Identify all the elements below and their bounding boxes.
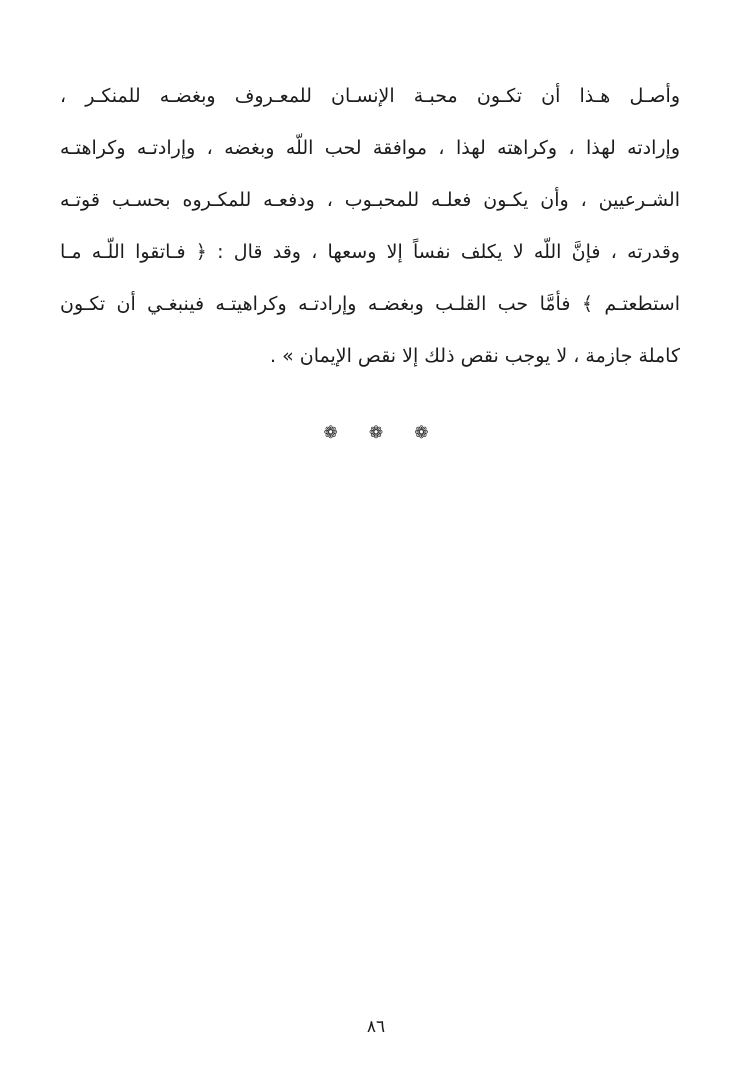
text-line-2: وإرادته لهذا ، وكراهته لهذا ، موافقة لحب اللّه وبغضه ، وإرادتـه وكراهتـه (60, 137, 680, 159)
flower-ornament-icon: ❁ (414, 423, 429, 443)
page-number: ٨٦ (366, 1017, 386, 1037)
text-line-4: وقدرته ، فإنَّ اللّه لا يكلف نفساً إلا وسعها ، وقد قال : ﴿ فـاتقوا اللّـه مـا (60, 241, 680, 263)
flower-ornament-icon: ❁ (368, 423, 384, 443)
text-line-1: وأصـل هـذا أن تكـون محبـة الإنسـان للمعـروف وبغضـه للمنكـر ، (60, 85, 680, 107)
text-line-5: استطعتـم ﴾ فأمَّا حب القلـب وبغضـه وإرادتـه وكراهيتـه فينبغـي أن تكـون (60, 293, 680, 315)
text-line-6: كاملة جازمة ، لا يوجب نقص ذلك إلا نقص الإيمان » . (270, 345, 680, 367)
section-divider-ornaments (0, 415, 752, 451)
flower-ornament-icon: ❁ (323, 423, 338, 443)
text-line-3: الشـرعيين ، وأن يكـون فعلـه للمحبـوب ، ودفعـه للمكـروه بحسـب قوتـه (60, 189, 680, 211)
body-paragraph (60, 70, 680, 382)
